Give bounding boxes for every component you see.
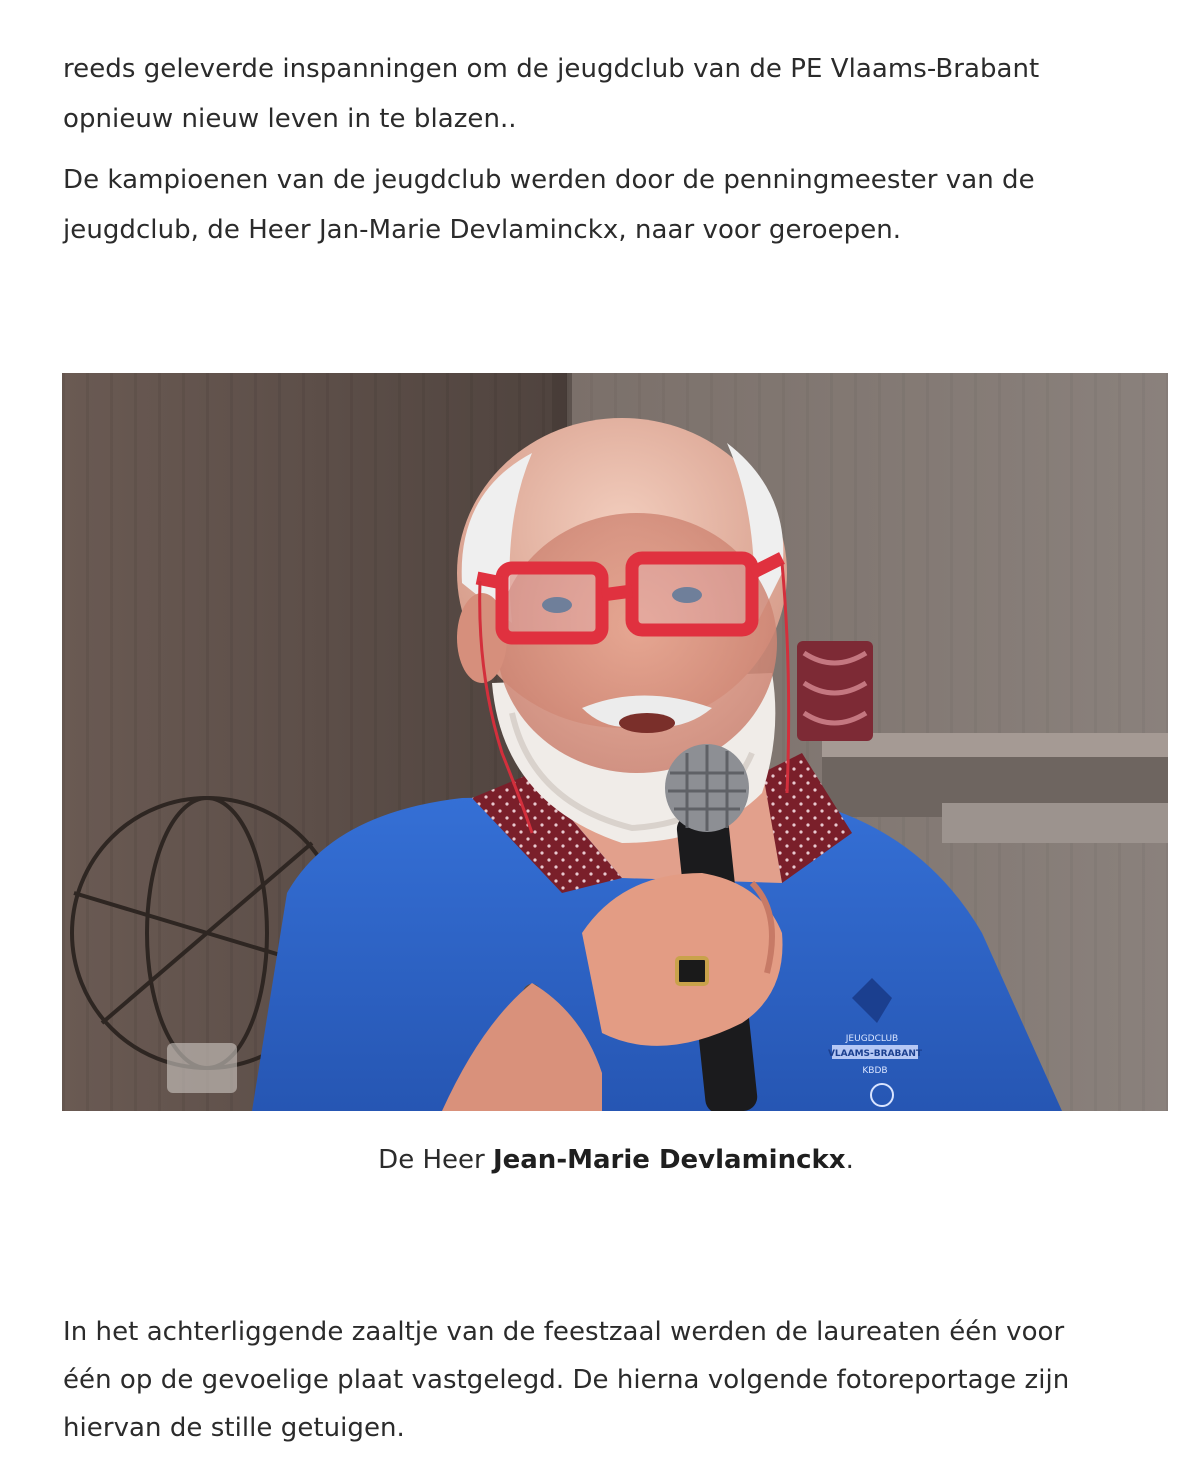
intro-line-2: opnieuw nieuw leven in te blazen.. (63, 104, 517, 134)
champions-paragraph (63, 155, 1153, 255)
laureates-paragraph (63, 1308, 1153, 1452)
laureates-line-3: hiervan de stille getuigen. (63, 1413, 405, 1443)
caption-prefix: De Heer (378, 1145, 493, 1175)
shirt-logo-line-3: KBDB (862, 1066, 888, 1076)
laureates-line-1: In het achterliggende zaaltje van de feestzaal werden de laureaten één voor (63, 1317, 1065, 1347)
speaker-photo-illustration (62, 373, 1168, 1111)
laureates-line-2: één op de gevoelige plaat vastgelegd. De hierna volgende fotoreportage zijn (63, 1365, 1070, 1395)
champions-line-1: De kampioenen van de jeugdclub werden door de penningmeester van de (63, 165, 1035, 195)
champions-line-2: jeugdclub, de Heer Jan-Marie Devlaminckx, naar voor geroepen. (63, 215, 902, 245)
photo-caption (0, 1135, 1200, 1185)
caption-suffix: . (845, 1145, 854, 1175)
speaker-photo (62, 373, 1168, 1111)
intro-paragraph (63, 44, 1153, 144)
shirt-logo-line-1: JEUGDCLUB (845, 1034, 899, 1044)
caption-name: Jean-Marie Devlaminckx (492, 1145, 846, 1175)
shirt-logo-line-2: VLAAMS-BRABANT (827, 1049, 923, 1059)
red-glasses-icon (477, 558, 782, 638)
intro-line-1: reeds geleverde inspanningen om de jeugdclub van de PE Vlaams-Brabant (63, 54, 1040, 84)
